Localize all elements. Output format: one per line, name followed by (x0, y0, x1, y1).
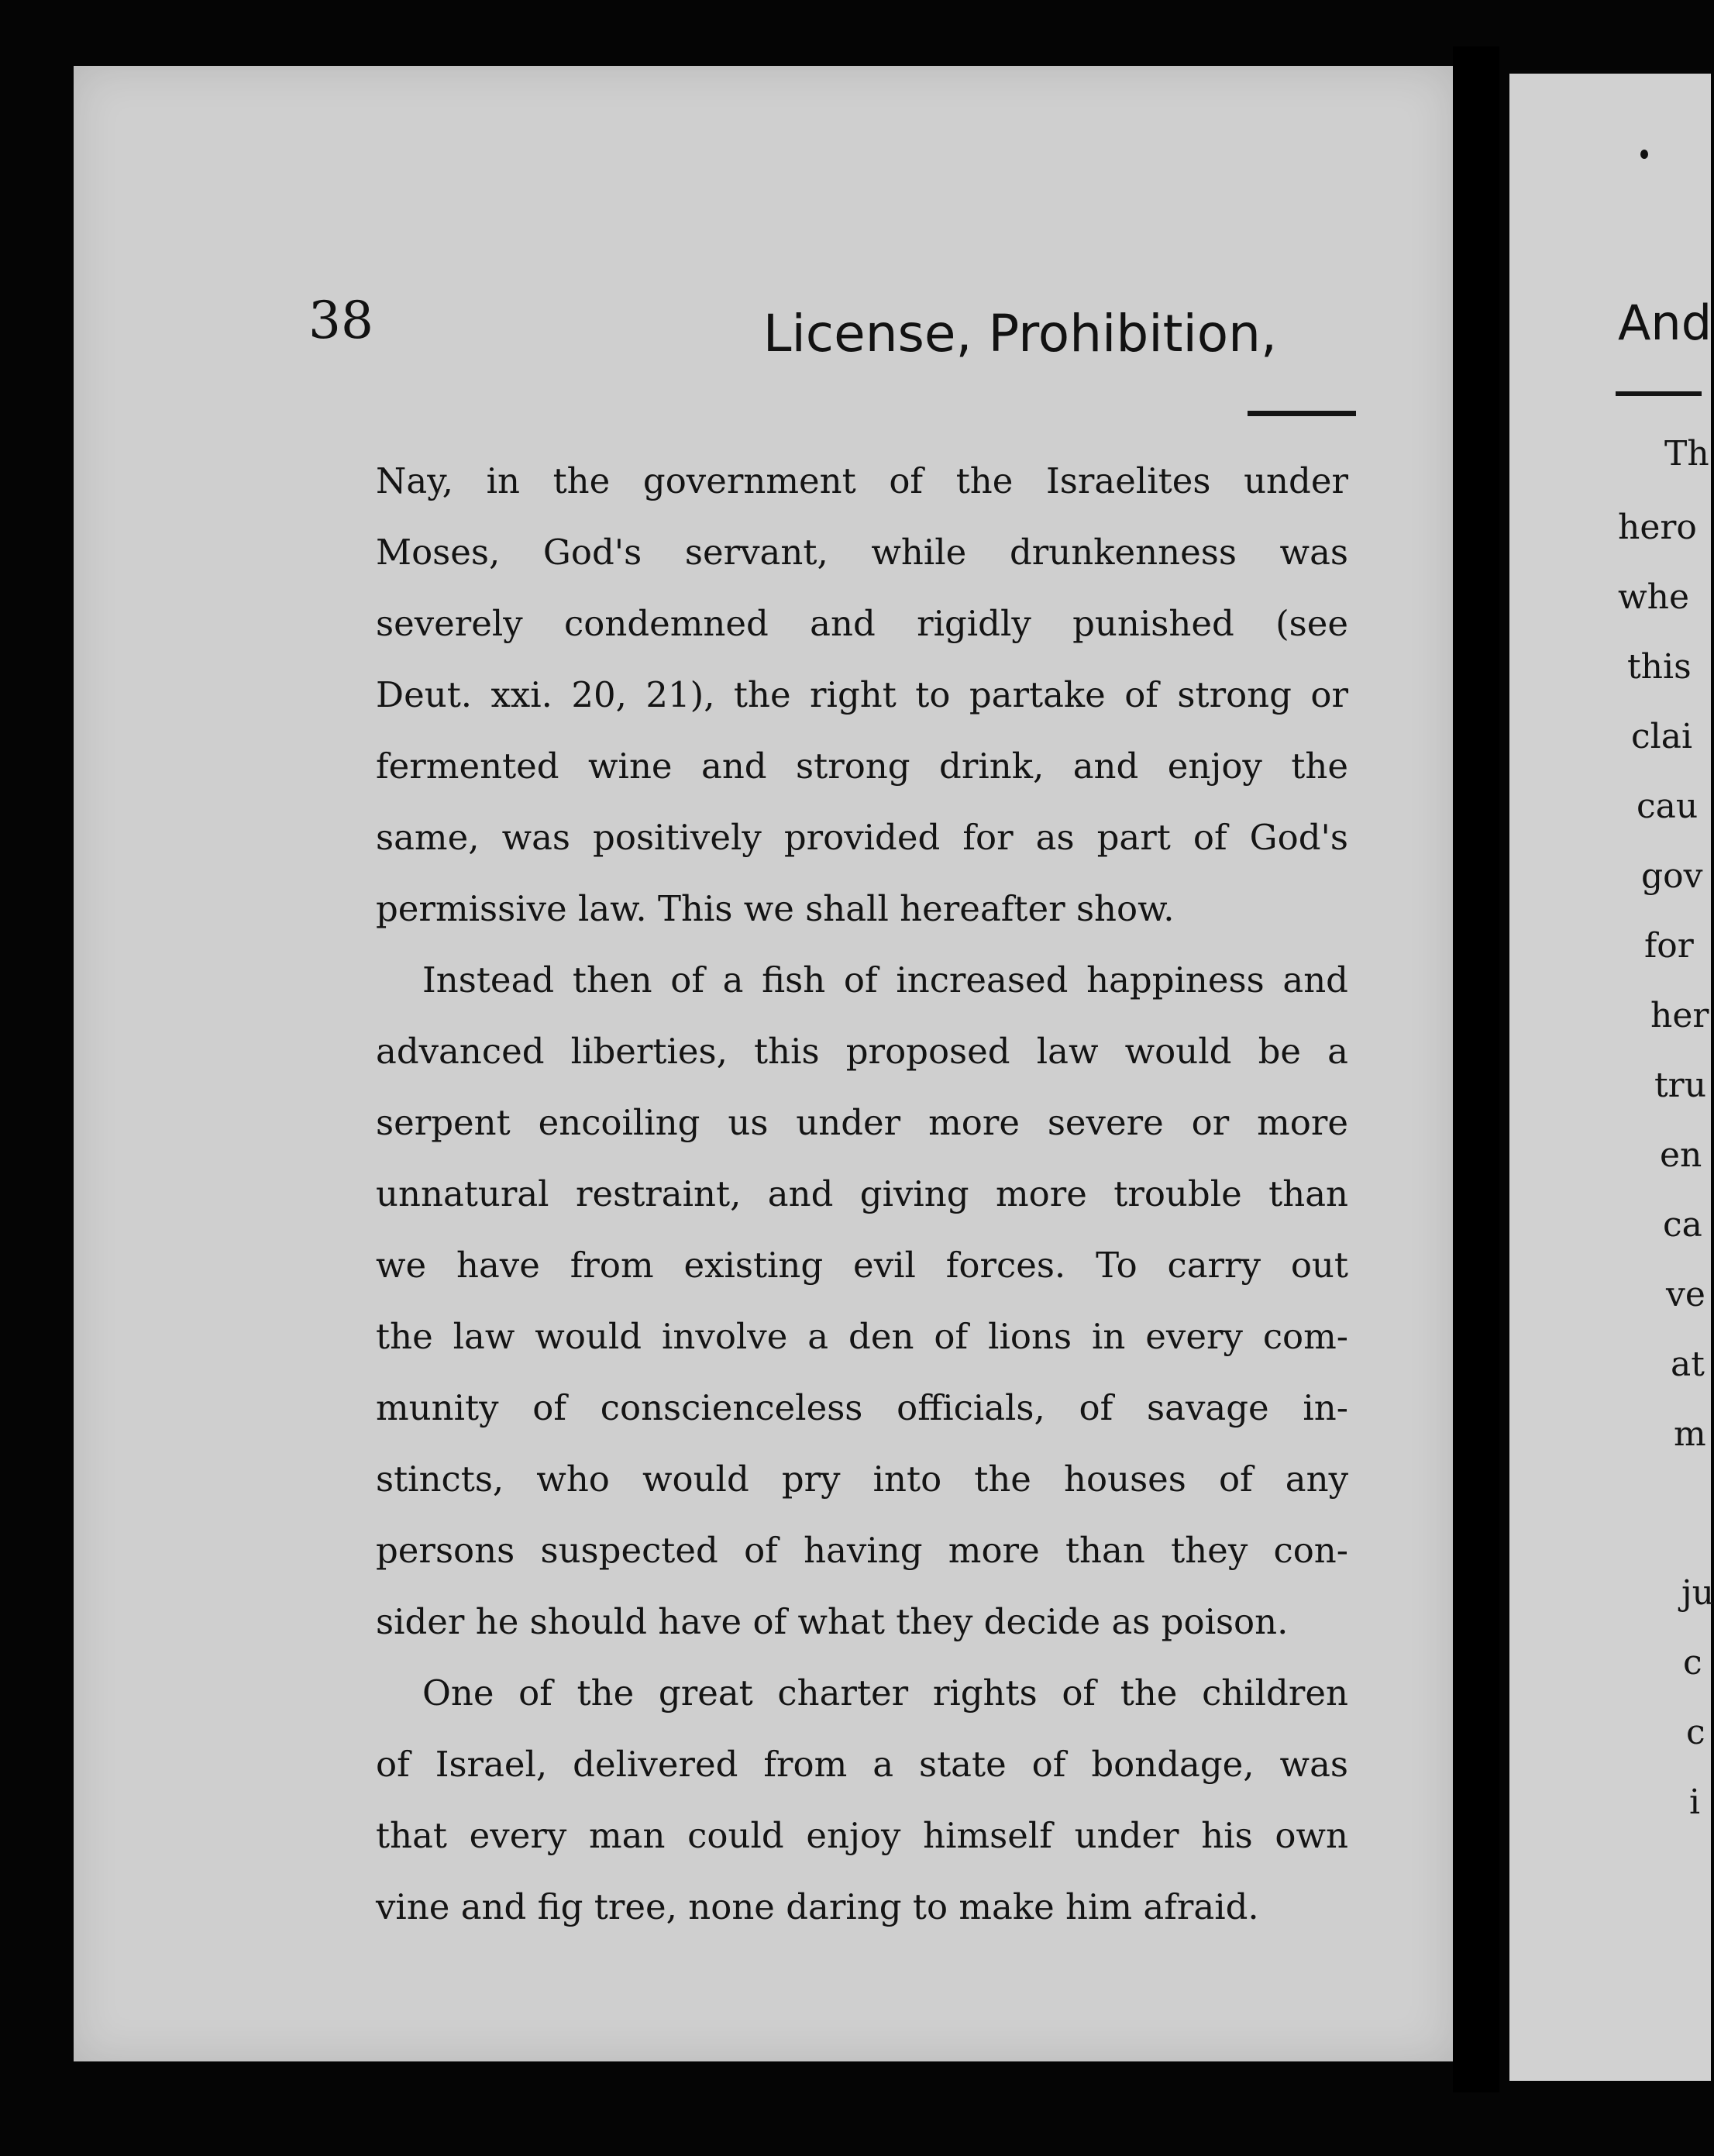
right-text-fragment: this (1627, 647, 1692, 687)
right-text-fragment: ju (1681, 1573, 1714, 1613)
text-line: serpent encoiling us under more severe or more (376, 1102, 1348, 1143)
text-line: advanced liberties, this proposed law would be a (376, 1031, 1348, 1072)
text-line: of Israel, delivered from a state of bondage, was (376, 1744, 1348, 1785)
text-line: munity of conscienceless officials, of savage in- (376, 1387, 1348, 1428)
right-text-fragment: hero (1618, 508, 1697, 547)
text-line: fermented wine and strong drink, and enjoy the (376, 746, 1348, 787)
text-line: vine and fig tree, none daring to make him afraid. (376, 1886, 1259, 1927)
text-line: Deut. xxi. 20, 21), the right to partake of strong or (376, 674, 1348, 715)
text-line: the law would involve a den of lions in every com- (376, 1316, 1348, 1357)
text-line: that every man could enjoy himself under his own (376, 1815, 1348, 1856)
right-text-fragment: for (1644, 926, 1694, 966)
text-line: Nay, in the government of the Israelites under (376, 460, 1348, 501)
right-text-fragment: Th (1664, 434, 1709, 474)
ink-dot (1640, 150, 1648, 159)
text-line: stincts, who would pry into the houses of any (376, 1459, 1348, 1500)
right-text-fragment: at (1671, 1345, 1705, 1384)
text-line: same, was positively provided for as part of God's (376, 817, 1348, 858)
right-text-fragment: clai (1631, 717, 1693, 756)
text-line: we have from existing evil forces. To carry out (376, 1245, 1348, 1286)
text-line: unnatural restraint, and giving more trouble than (376, 1173, 1348, 1214)
text-line: permissive law. This we shall hereafter show. (376, 888, 1175, 929)
right-text-fragment: ca (1663, 1205, 1702, 1245)
page-number: 38 (308, 291, 373, 350)
right-text-fragment: cau (1637, 787, 1699, 826)
text-line: One of the great charter rights of the children (422, 1672, 1348, 1713)
right-running-head: And (1618, 294, 1712, 351)
text-line: Instead then of a fish of increased happiness and (422, 959, 1348, 1001)
right-text-fragment: ve (1666, 1275, 1705, 1314)
header-rule (1248, 411, 1356, 416)
text-line: severely condemned and rigidly punished (see (376, 603, 1348, 644)
text-line: Moses, God's servant, while drunkenness was (376, 532, 1348, 573)
running-head: License, Prohibition, (762, 304, 1277, 363)
text-line: persons suspected of having more than they con- (376, 1530, 1348, 1571)
right-text-fragment: whe (1618, 577, 1690, 617)
right-text-fragment: tru (1654, 1066, 1707, 1105)
right-text-fragment: gov (1641, 856, 1703, 896)
right-text-fragment: c (1683, 1643, 1702, 1682)
right-text-fragment: her (1650, 996, 1709, 1035)
body-text (376, 446, 1348, 1943)
book-gutter (1453, 46, 1499, 2092)
right-text-fragment: i (1689, 1782, 1701, 1822)
right-text-fragment: m (1674, 1414, 1706, 1454)
text-line: sider he should have of what they decide as poison. (376, 1601, 1289, 1642)
right-text-fragment: c (1686, 1713, 1705, 1752)
right-header-rule (1616, 391, 1702, 396)
right-text-fragment: en (1660, 1135, 1702, 1175)
